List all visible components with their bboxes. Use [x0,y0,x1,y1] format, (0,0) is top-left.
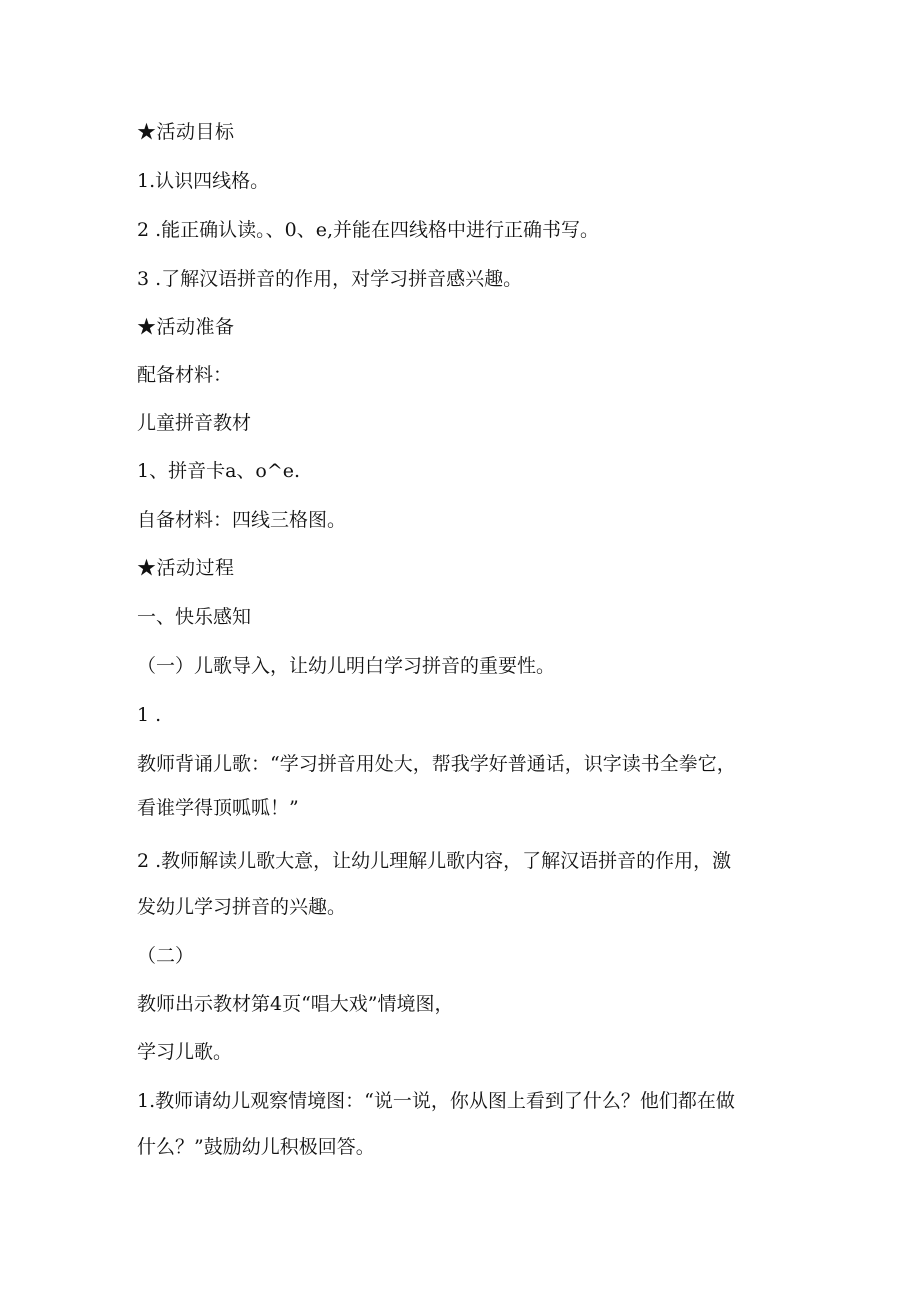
section-heading-goals: ★活动目标 [137,121,235,143]
paragraph-line: 自备材料：四线三格图。 [137,509,347,531]
paragraph-line: 一、快乐感知 [137,606,252,628]
paragraph-line: 1.教师请幼儿观察情境图：“说一说，你从图上看到了什么？他们都在做 [137,1090,735,1112]
paragraph-line: 什么？”鼓励幼儿积极回答。 [137,1136,375,1158]
paragraph-line: （二） [137,945,195,967]
paragraph-line: 学习儿歌。 [137,1041,233,1063]
section-heading-process: ★活动过程 [137,557,235,579]
paragraph-line: 发幼儿学习拼音的兴趣。 [137,896,347,918]
paragraph-line: 教师出示教材第4页“唱大戏”情境图， [137,993,454,1015]
paragraph-line: 看谁学得顶呱呱！” [137,797,299,819]
paragraph-line: 1 . [137,704,162,726]
paragraph-line: 1.认识四线格。 [137,170,270,192]
paragraph-line: 配备材料： [137,364,233,386]
paragraph-line: 2 .能正确认读。、0、e,并能在四线格中进行正确书写。 [137,219,600,241]
paragraph-line: 教师背诵儿歌：“学习拼音用处大，帮我学好普通话，识字读书全拳它， [137,753,736,775]
paragraph-line: （一）儿歌导入，让幼儿明白学习拼音的重要性。 [137,655,556,677]
paragraph-line: 3 .了解汉语拼音的作用，对学习拼音感兴趣。 [137,268,523,290]
section-heading-preparation: ★活动准备 [137,316,235,338]
paragraph-line: 2 .教师解读儿歌大意，让幼儿理解儿歌内容，了解汉语拼音的作用，激 [137,850,732,872]
paragraph-line: 1、拼音卡a、o^e. [137,460,301,482]
paragraph-line: 儿童拼音教材 [137,412,252,434]
